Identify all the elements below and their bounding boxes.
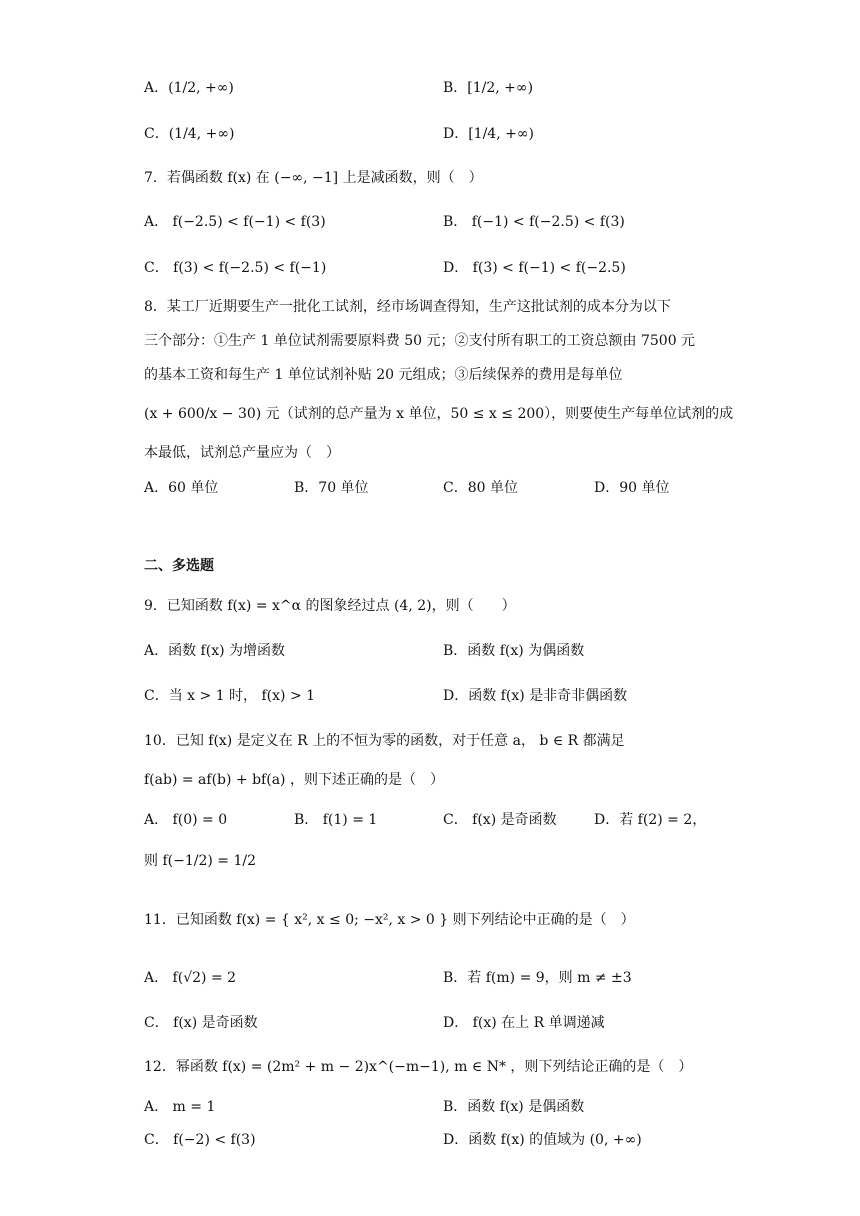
q9-option-b: B．函数 f(x) 为偶函数 — [443, 643, 585, 659]
q12-stem: 12．幂函数 f(x) = (2m² + m − 2)x^(−m−1), m ∈ N* ，则下列结论正确的是（ ） — [144, 1059, 693, 1075]
q8-option-d: D．90 单位 — [594, 480, 670, 496]
q12-option-b: B．函数 f(x) 是偶函数 — [443, 1099, 585, 1115]
q8-line-4: (x + 600/x − 30) 元（试剂的总产量为 x 单位，50 ≤ x ≤ 200），则要使生产每单位试剂的成 — [144, 406, 734, 422]
q6-option-c: C．(1/4, +∞) — [144, 126, 235, 142]
q10-line-1: 10．已知 f(x) 是定义在 R 上的不恒为零的函数，对于任意 a， b ∈ R 都满足 — [144, 733, 625, 749]
q6-option-b: B．[1/2, +∞) — [443, 80, 534, 96]
q10-option-d: D．若 f(2) = 2， — [594, 812, 707, 828]
q10-option-a: A． f(0) = 0 — [144, 812, 228, 828]
q7-option-c: C． f(3) < f(−2.5) < f(−1) — [144, 260, 327, 276]
q9-stem: 9．已知函数 f(x) = x^α 的图象经过点 (4, 2)，则（ ） — [144, 598, 516, 614]
q10-option-b: B． f(1) = 1 — [294, 812, 378, 828]
q11-option-a: A． f(√2) = 2 — [144, 970, 237, 986]
q8-option-c: C．80 单位 — [443, 480, 518, 496]
q9-option-d: D．函数 f(x) 是非奇非偶函数 — [443, 688, 628, 704]
q7-option-d: D． f(3) < f(−1) < f(−2.5) — [443, 260, 626, 276]
q6-option-d: D．[1/4, +∞) — [443, 126, 534, 142]
q11-option-c: C． f(x) 是奇函数 — [144, 1015, 258, 1031]
q8-line-1: 8．某工厂近期要生产一批化工试剂，经市场调查得知，生产这批试剂的成本分为以下 — [144, 299, 671, 315]
q10-option-c: C． f(x) 是奇函数 — [443, 812, 557, 828]
section-heading-multiple-choice: 二、多选题 — [144, 558, 214, 574]
q10-line-3: 则 f(−1/2) = 1/2 — [144, 853, 256, 869]
q11-option-b: B．若 f(m) = 9，则 m ≠ ±3 — [443, 970, 632, 986]
q8-line-5: 本最低，试剂总产量应为（ ） — [144, 445, 340, 461]
q7-stem: 7．若偶函数 f(x) 在 (−∞, −1] 上是减函数，则（ ） — [144, 170, 483, 186]
q8-line-2: 三个部分：①生产 1 单位试剂需要原料费 50 元；②支付所有职工的工资总额由 7500 元 — [144, 333, 696, 349]
q8-option-a: A．60 单位 — [144, 480, 219, 496]
q8-option-b: B．70 单位 — [294, 480, 369, 496]
q8-line-3: 的基本工资和每生产 1 单位试剂补贴 20 元组成；③后续保养的费用是每单位 — [144, 367, 623, 383]
q7-option-a: A． f(−2.5) < f(−1) < f(3) — [144, 214, 326, 230]
q9-option-c: C．当 x > 1 时， f(x) > 1 — [144, 688, 316, 704]
q12-option-c: C． f(−2) < f(3) — [144, 1132, 256, 1148]
q9-option-a: A．函数 f(x) 为增函数 — [144, 643, 286, 659]
q12-option-a: A． m = 1 — [144, 1099, 216, 1115]
q7-option-b: B． f(−1) < f(−2.5) < f(3) — [443, 214, 625, 230]
q11-option-d: D． f(x) 在上 R 单调递减 — [443, 1015, 605, 1031]
q10-line-2: f(ab) = af(b) + bf(a) ，则下述正确的是（ ） — [144, 772, 444, 788]
q11-stem: 11．已知函数 f(x) = { x², x ≤ 0; −x², x > 0 } 则下列结论中正确的是（ ） — [144, 912, 635, 928]
q12-option-d: D．函数 f(x) 的值域为 (0, +∞) — [443, 1132, 642, 1148]
q6-option-a: A．(1/2, +∞) — [144, 80, 234, 96]
